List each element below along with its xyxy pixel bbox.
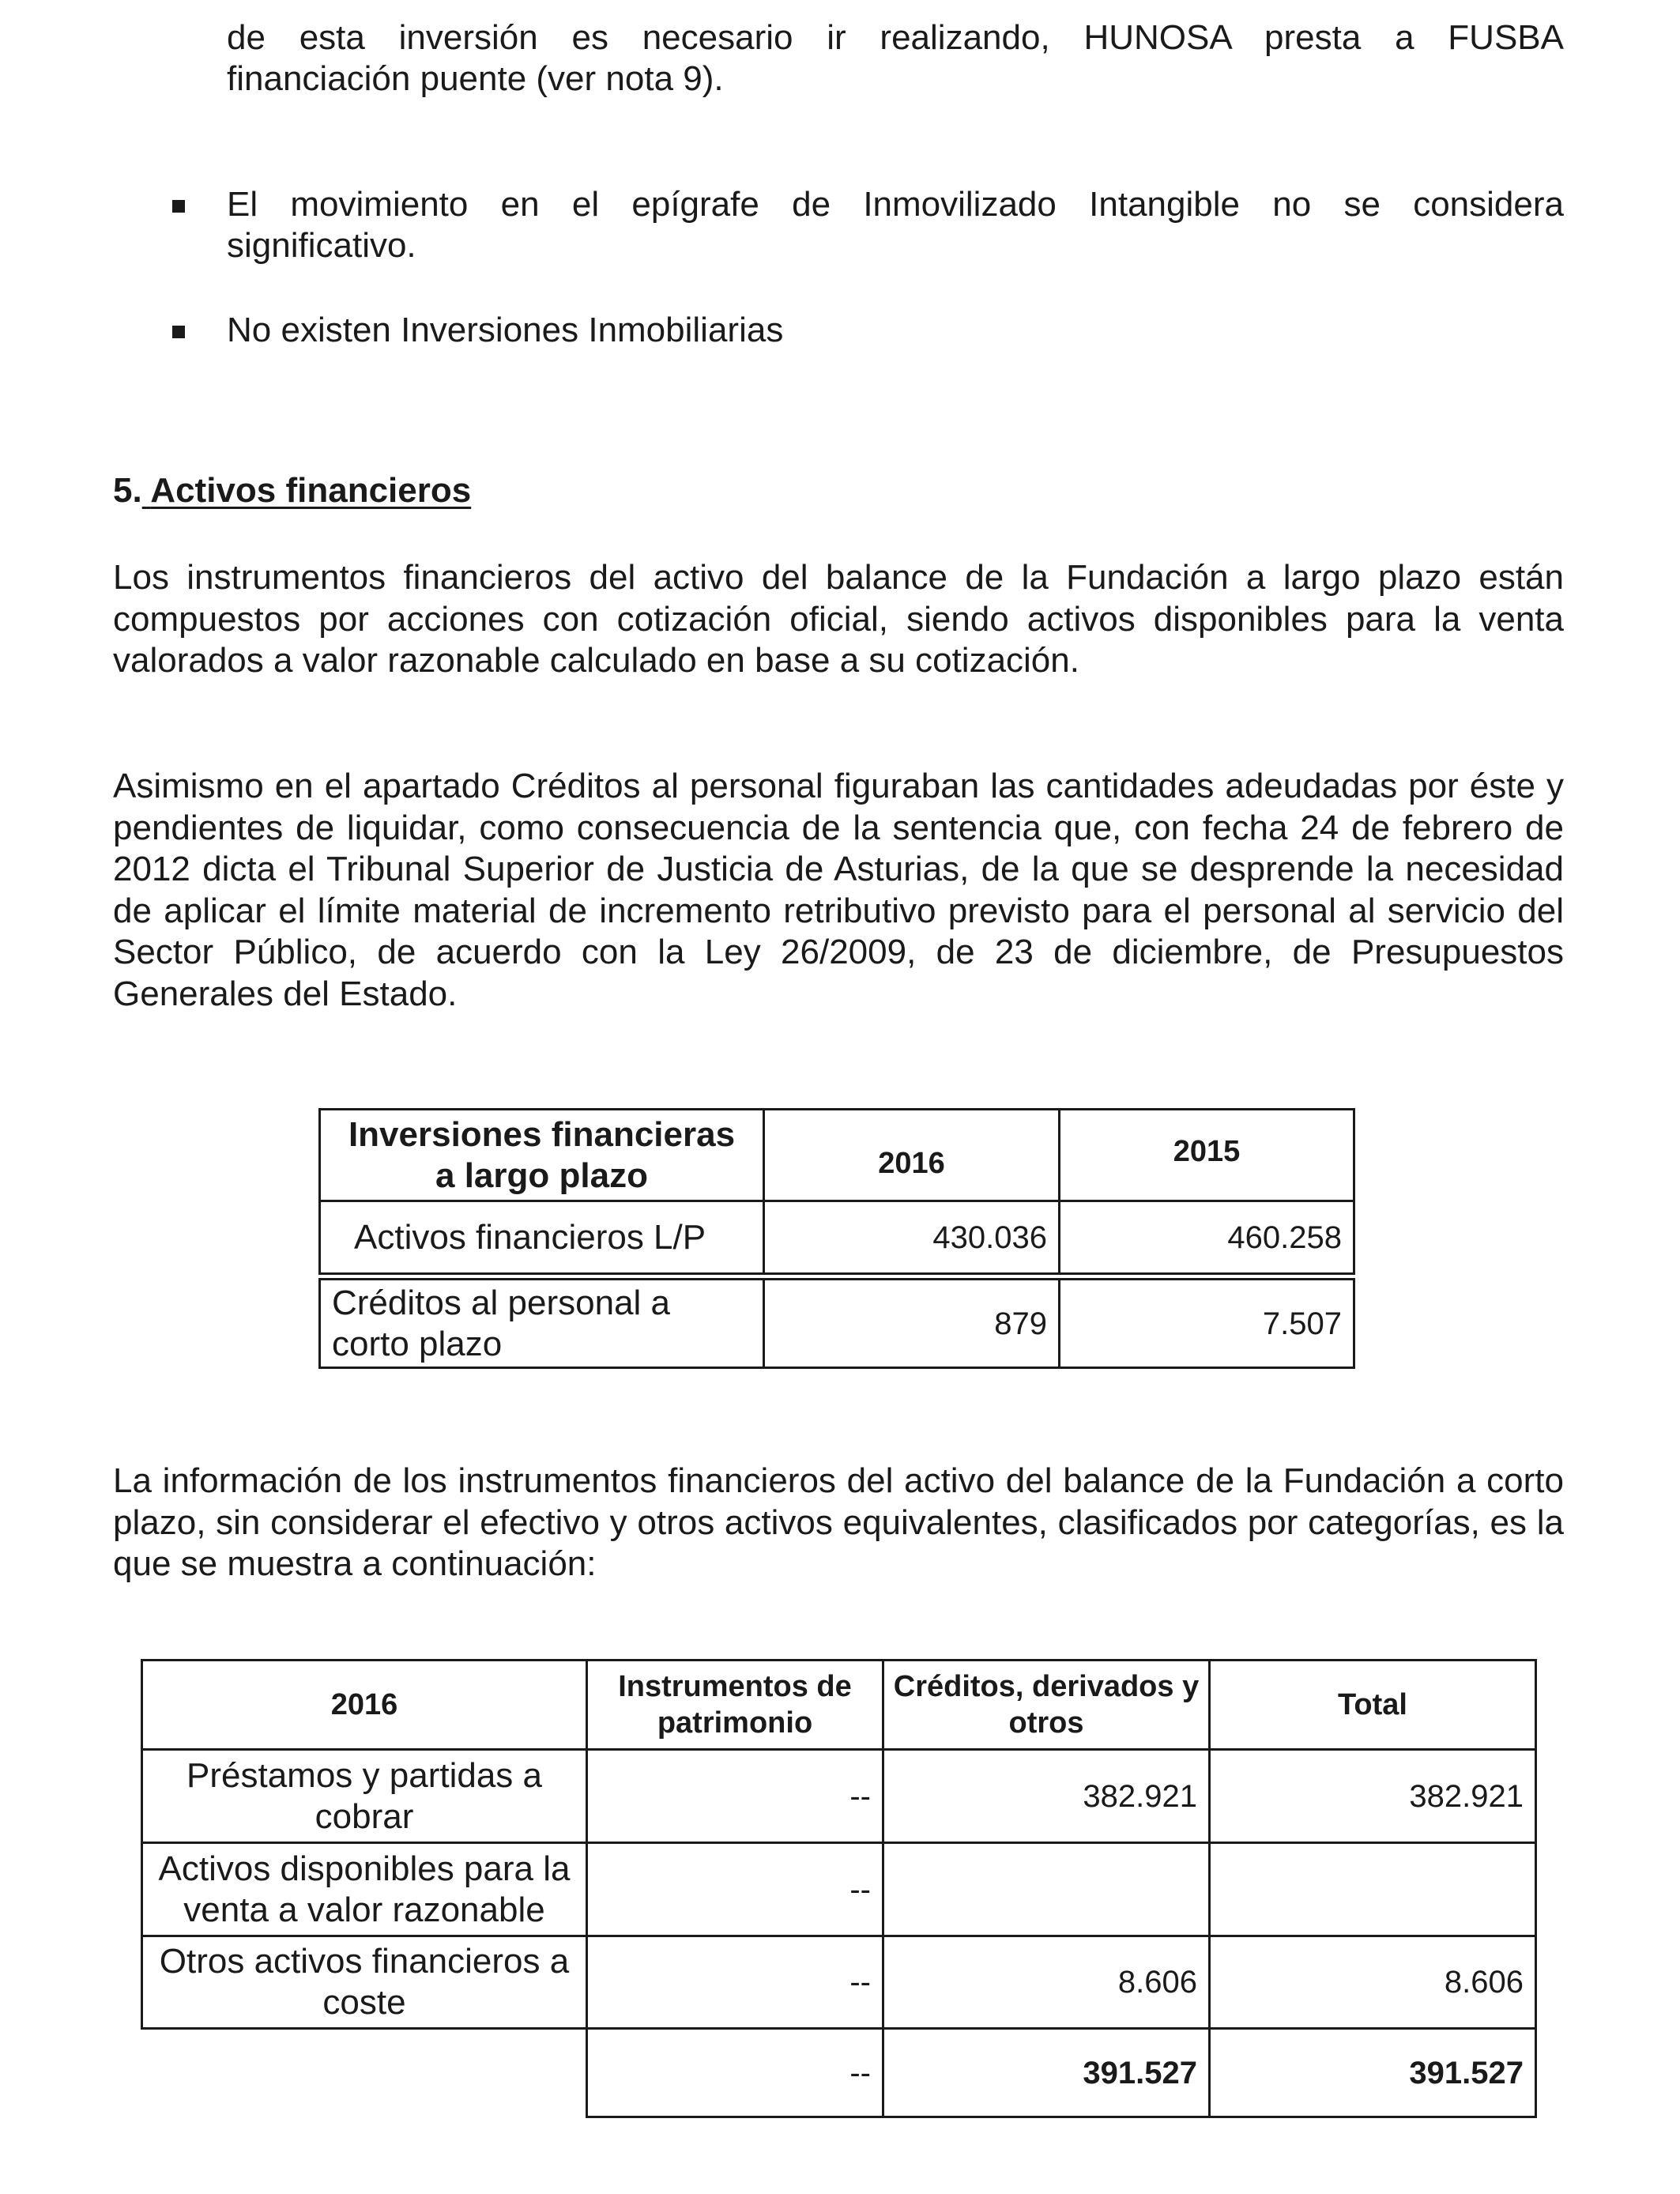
totals-spacer [142, 2029, 587, 2117]
cell-total: 382.921 [1210, 1750, 1536, 1843]
total-creditos: 391.527 [883, 2029, 1210, 2117]
cell-value-2016: 879 [764, 1280, 1060, 1368]
row-label [320, 1280, 764, 1368]
row-label: Activos disponibles para la venta a valor razonable [142, 1843, 587, 1936]
long-term-investments-table [318, 1108, 1355, 1369]
continuation-line-1: de esta inversión es necesario ir realizando, HUNOSA presta a FUSBA [227, 18, 1564, 57]
paragraph-3: La información de los instrumentos financieros del activo del balance de la Fundación a corto plazo, sin considerar el efectivo y otros activos equivalentes, clasificados por categorías, es la que se muestra a continuación: [113, 1461, 1564, 1583]
total-patrimonio: -- [587, 2029, 883, 2117]
section-title: Activos financieros [150, 471, 472, 510]
short-term-instruments-table [141, 1659, 1537, 2118]
row-label: Activos financieros L/P [320, 1201, 764, 1274]
cell-total: 8.606 [1210, 1936, 1536, 2029]
row-label: Otros activos financieros a coste [142, 1936, 587, 2029]
row-label-line-1: Créditos al personal a [332, 1283, 671, 1322]
cell-value-2016: 430.036 [764, 1201, 1060, 1274]
bullet-1-line-1: El movimiento en el epígrafe de Inmovilizado Intangible no se considera [227, 185, 1564, 224]
header-year-2016: 2016 [764, 1110, 1060, 1201]
row-label: Préstamos y partidas a cobrar [142, 1750, 587, 1843]
header-total: Total [1210, 1661, 1536, 1750]
table-header-label [320, 1110, 764, 1201]
cell-creditos [883, 1843, 1210, 1936]
total-total: 391.527 [1210, 2029, 1536, 2117]
cell-patrimonio: -- [587, 1936, 883, 2029]
bullet-1-line-2: significativo. [227, 226, 416, 265]
paragraph-2: Asimismo en el apartado Créditos al personal figuraban las cantidades adeudadas por éste y pendientes de liquidar, como consecuencia de la sentencia que, con fecha 24 de febrero de 2012 dicta el Tribunal Superior de Justicia de Asturias, de la que se desprende la necesidad de aplicar el límite material de incremento retributivo previsto para el personal al servicio del Sector Público, de acuerdo con la Ley 26/2009, de 23 de diciembre, de Presupuestos Generales del Estado. [113, 767, 1564, 1013]
cell-value-2015: 460.258 [1060, 1201, 1354, 1274]
section-heading [113, 470, 471, 511]
cell-patrimonio: -- [587, 1843, 883, 1936]
header-label-line-1: Inversiones financieras [348, 1114, 736, 1154]
cell-creditos: 8.606 [883, 1936, 1210, 2029]
header-creditos-derivados: Créditos, derivados y otros [883, 1661, 1210, 1750]
cell-creditos: 382.921 [883, 1750, 1210, 1843]
header-year: 2016 [142, 1661, 587, 1750]
row-label-line-2: corto plazo [332, 1324, 503, 1363]
header-instrumentos-patrimonio: Instrumentos de patrimonio [587, 1661, 883, 1750]
paragraph-1: Los instrumentos financieros del activo del balance de la Fundación a largo plazo están compuestos por acciones con cotización oficial, siendo activos disponibles para la venta valorados a valor razonable calculado en base a su cotización. [113, 558, 1564, 680]
continuation-line-2: financiación puente (ver nota 9). [227, 59, 724, 98]
bullet-marker [172, 326, 185, 338]
bullet-marker [172, 200, 185, 213]
cell-value-2015: 7.507 [1060, 1280, 1354, 1368]
header-label-line-2: a largo plazo [435, 1155, 648, 1195]
cell-patrimonio: -- [587, 1750, 883, 1843]
header-year-2015: 2015 [1060, 1110, 1354, 1201]
bullet-2-text: No existen Inversiones Inmobiliarias [227, 311, 784, 349]
cell-total [1210, 1843, 1536, 1936]
section-number: 5. [113, 471, 142, 510]
